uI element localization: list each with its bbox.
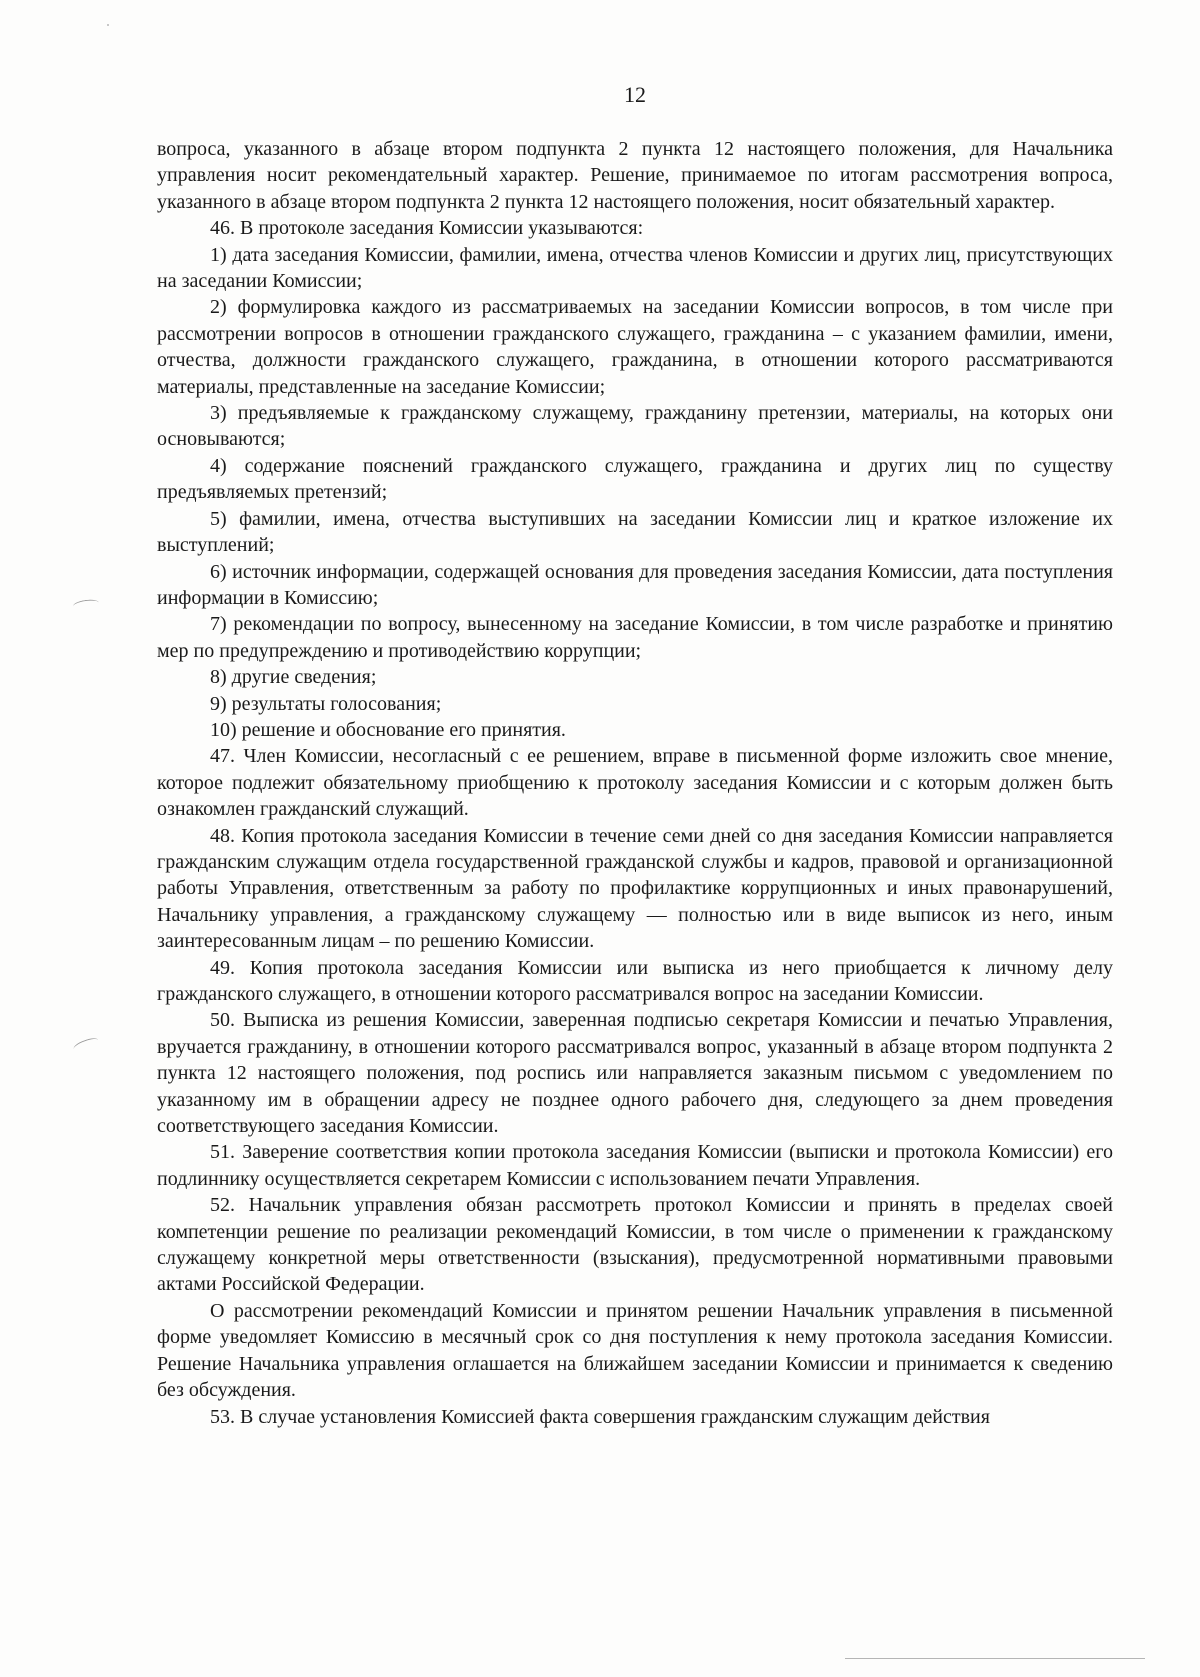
paragraph-52: 52. Начальник управления обязан рассмотреть протокол Комиссии и принять в пределах своей компетенции решение по реализации рекомендаций Комиссии, в том числе о применении к гражданскому служащему конкретной меры ответственности (взыскания), предусмотренной нормативными правовыми актами Российской Федерации. <box>157 1194 1113 1296</box>
page-number: 12 <box>624 82 646 107</box>
paragraph-continuation: вопроса, указанного в абзаце втором подпункта 2 пункта 12 настоящего положения, для Начальника управления носит рекомендательный характер. Решение, принимаемое по итогам рассмотрения вопроса, указанного в абзаце втором подпункта 2 пункта 12 настоящего положения, носит обязательный характер. <box>157 138 1113 213</box>
paragraph-53: 53. В случае установления Комиссией факта совершения гражданским служащим действия <box>210 1405 990 1428</box>
list-item-2: 2) формулировка каждого из рассматриваемых на заседании Комиссии вопросов, в том числе при рассмотрении вопросов в отношении гражданского служащего, гражданина – с указанием фамилии, имени, отчества, должности гражданского служащего, гражданина, в отношении которого рассматриваются материалы, представленные на заседание Комиссии; <box>157 296 1113 398</box>
list-item-1: 1) дата заседания Комиссии, фамилии, имена, отчества членов Комиссии и других лиц, присутствующих на заседании Комиссии; <box>157 243 1113 293</box>
scan-artifact-mark <box>72 1036 100 1053</box>
paragraph-47: 47. Член Комиссии, несогласный с ее решением, вправе в письменной форме изложить свое мнение, которое подлежит обязательному приобщению к протоколу заседания Комиссии и с которым должен быть ознакомлен гражданский служащий. <box>157 745 1113 821</box>
scan-artifact-rule <box>845 1658 1145 1659</box>
paragraph-52-continued: О рассмотрении рекомендаций Комиссии и принятом решении Начальник управления в письменной форме уведомляет Комиссию в месячный срок со дня поступления к нему протокола заседания Комиссии. Решение Начальника управления оглашается на ближайшем заседании Комиссии и принимается к сведению без обсуждения. <box>157 1299 1113 1402</box>
paragraph-48: 48. Копия протокола заседания Комиссии в течение семи дней со дня заседания Комиссии направляется гражданским служащим отдела государственной гражданской службы и кадров, правовой и организационной работы Управления, ответственным за работу по профилактике коррупционных и иных правонарушений, Начальнику управления, а гражданскому служащему — полностью или в виде выписок из него, иным заинтересованным лицам – по решению Комиссии. <box>157 824 1113 953</box>
list-item-8: 8) другие сведения; <box>210 666 377 689</box>
paragraph-46: 46. В протоколе заседания Комиссии указываются: <box>210 217 644 240</box>
list-item-3: 3) предъявляемые к гражданскому служащему, гражданину претензии, материалы, на которых они основываются; <box>157 402 1113 451</box>
list-item-4: 4) содержание пояснений гражданского служащего, гражданина и других лиц по существу предъявляемых претензий; <box>157 454 1113 504</box>
list-item-9: 9) результаты голосования; <box>210 692 442 715</box>
scan-artifact-dot <box>107 24 109 26</box>
paragraph-50: 50. Выписка из решения Комиссии, заверенная подписью секретаря Комиссии и печатью Управления, вручается гражданину, в отношении которого рассматривался вопрос, указанный в абзаце втором подпункта 2 пункта 12 настоящего положения, под роспись или направляется заказным письмом с уведомлением по указанному им в обращении адресу не позднее одного рабочего дня, следующего за днем проведения соответствующего заседания Комиссии. <box>157 1009 1113 1138</box>
paragraph-49: 49. Копия протокола заседания Комиссии или выписка из него приобщается к личному делу гражданского служащего, в отношении которого рассматривался вопрос на заседании Комиссии. <box>157 956 1113 1005</box>
list-item-7: 7) рекомендации по вопросу, вынесенному на заседание Комиссии, в том числе разработке и принятию мер по предупреждению и противодействию коррупции; <box>157 613 1113 662</box>
paragraph-51: 51. Заверение соответствия копии протокола заседания Комиссии (выписки и протокола Комиссии) его подлиннику осуществляется секретарем Комиссии с использованием печати Управления. <box>157 1141 1113 1190</box>
list-item-10: 10) решение и обоснование его принятия. <box>210 718 566 741</box>
list-item-6: 6) источник информации, содержащей основания для проведения заседания Комиссии, дата поступления информации в Комиссию; <box>157 560 1113 609</box>
document-body <box>157 136 1113 1430</box>
list-item-5: 5) фамилии, имена, отчества выступивших на заседании Комиссии лиц и краткое изложение их выступлений; <box>157 507 1113 557</box>
scan-artifact-mark <box>73 598 100 611</box>
